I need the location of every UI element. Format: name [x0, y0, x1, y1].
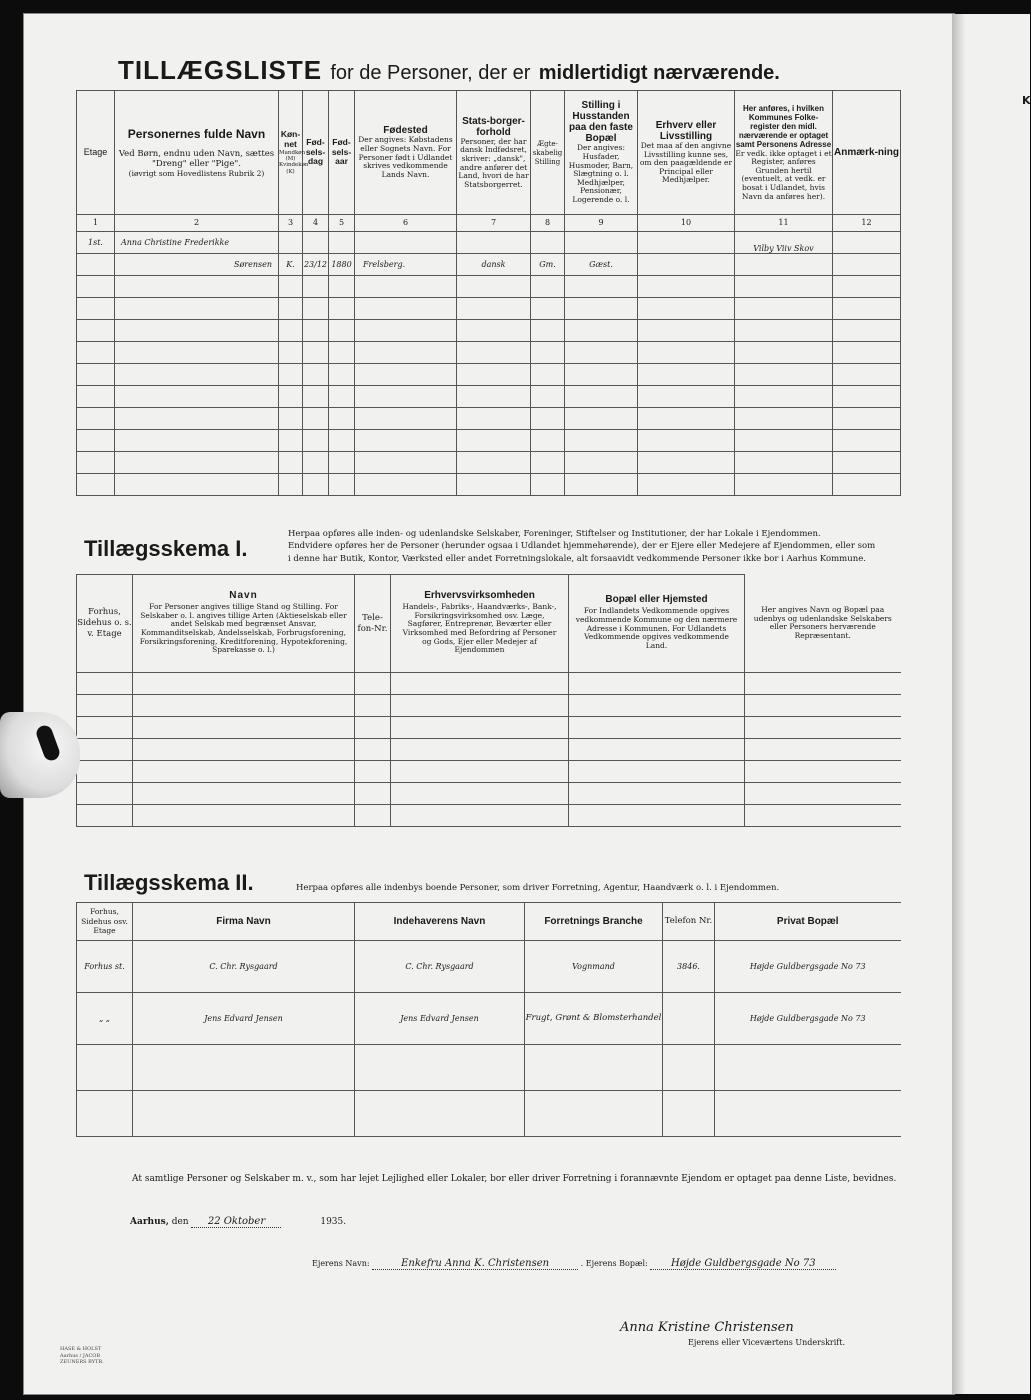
title-bold: midlertidigt nærværende.: [538, 62, 780, 84]
title-main: TILLÆGSLISTE: [118, 55, 323, 85]
s1-hdr-business: Erhvervsvirksomheden Handels-, Fabriks-, Haandværks-, Bank-, Forsikringsvirksomhed osv. Læge, Sagfører, Entreprenør, Beværter eller Virksomhed med Befordring af Personer og Gods, Ejer eller Medejer af Ejendommen: [391, 575, 569, 673]
hdr-remark: Anmærk-ning: [833, 91, 901, 215]
thumb-holding-page: [0, 712, 80, 798]
s2-hdr-firm: Firma Navn: [133, 903, 355, 941]
entry-household: Gæst.: [565, 254, 638, 276]
s2-hdr-address: Privat Bopæl: [715, 903, 901, 941]
skema1-table: [76, 574, 901, 827]
hdr-birthday: Fød-sels-dag: [303, 91, 329, 215]
entry-birthday: 23/12: [303, 254, 329, 276]
skema1-title: Tillægsskema I.: [84, 536, 248, 561]
s1-hdr-representative: Her angives Navn og Bopæl paa udenbys og udenlandske Selskabers eller Personers herværende Repræsentant.: [745, 575, 901, 673]
hdr-sex: Køn-net Mandkøn (M) Kvindekøn (K): [279, 91, 303, 215]
entry-birthplace: Frelsberg.: [355, 254, 457, 276]
s1-hdr-name: Navn For Personer angives tillige Stand og Stilling. For Selskaber o. l. angives tillige Arten (Aktieselskab eller andet Selskab med begrænset Ansvar, Kommanditselskab, Andelsselskab, Forbrugsforening, Forsikringsforening, Kreditforening, Hypotekforening, Sparekasse o. l.): [133, 575, 355, 673]
entry-name-line1: Anna Christine Frederikke: [115, 232, 279, 254]
skema2-row-2: „ „ Jens Edvard Jensen Jens Edvard Jensen Frugt, Grønt & Blomsterhandel Højde Guldbergsgade No 73: [77, 993, 901, 1045]
s2-hdr-owner: Indehaverens Navn: [355, 903, 525, 941]
title-for: for de Personer, der er: [330, 62, 531, 84]
list-title: [118, 55, 780, 86]
skema2-row-1: Forhus st. C. Chr. Rysgaard C. Chr. Rysgaard Vognmand 3846. Højde Guldbergsgade No 73: [77, 941, 901, 993]
book-spine: [952, 14, 966, 1394]
facing-page: [966, 14, 1030, 1394]
list-entry-row-2: [77, 254, 901, 276]
printer-stamp: HASE & HOLST Aarhus / JACOB ZEUNERS BYTR.: [60, 1346, 104, 1365]
list-table: [76, 90, 901, 496]
hdr-citizenship: Stats-borger-forhold Personer, der har dansk Indfødsret, skriver: „dansk", andre anfører det Land, hvori de har Statsborgerret.: [457, 91, 531, 215]
entry-sex: K.: [279, 254, 303, 276]
skema2-title: Tillægsskema II.: [84, 870, 254, 895]
entry-name-line2: Sørensen: [115, 254, 279, 276]
s2-hdr-etage: Forhus, Sidehus osv. Etage: [77, 903, 133, 941]
entry-register: Vilby Viiv Skov: [735, 232, 833, 254]
hdr-birthyear: Fød-sels-aar: [329, 91, 355, 215]
owner-signature: Anna Kristine Christensen: [620, 1320, 794, 1335]
list-header-row: [77, 91, 901, 215]
entry-marital: Gm.: [531, 254, 565, 276]
skema2-description: Herpaa opføres alle indenbys boende Personer, som driver Forretning, Agentur, Haandværk o. l. i Ejendommen.: [296, 883, 780, 893]
footer-owner-line: Ejerens Navn: Enkefru Anna K. Christensen . Ejerens Bopæl: Højde Guldbergsgade No 73: [312, 1258, 836, 1270]
facing-page-letter: K: [1022, 94, 1031, 107]
footer-date-line: Aarhus, den 22 Oktober 1935.: [130, 1216, 347, 1227]
list-colnum-row: 1 2 3 4 5 6 7 8 9 10 11 12: [77, 215, 901, 232]
s2-hdr-branch: Forretnings Branche: [525, 903, 663, 941]
hdr-birthplace: Fødested Der angives: Købstadens eller Sognets Navn. For Personer født i Udlandet skrives vedkommende Lands Navn.: [355, 91, 457, 215]
entry-birthyear: 1880: [329, 254, 355, 276]
s2-hdr-phone: Telefon Nr.: [663, 903, 715, 941]
hdr-household: Stilling i Husstanden paa den faste Bopæl Der angives: Husfader, Husmoder, Barn, Slægtning o. l. Medhjælper, Pensionær, Logerende o. l.: [565, 91, 638, 215]
skema1-header-row: [77, 575, 901, 673]
signature-caption: Ejerens eller Viceværtens Underskrift.: [688, 1338, 846, 1347]
footer-statement: At samtlige Personer og Selskaber m. v., som har lejet Lejlighed eller Lokaler, bor eller driver Forretning i forannævnte Ejendom er optaget paa denne Liste, bevidnes.: [132, 1174, 897, 1184]
skema1-description: Herpaa opføres alle inden- og udenlandske Selskaber, Foreninger, Stiftelser og Institutioner, der har Lokale i Ejendommen. Endvidere opføres her de Personer (herunder ogsaa i Udlandet hjemmehørende), der er Ejere eller Medejere af Ejendommen, eller som i denne har Butik, Kontor, Værksted eller andet Forretningslokale, alt forsaavidt vedkommende Personer ikke bor i Aarhus Kommune.: [288, 529, 876, 564]
hdr-name: Personernes fulde Navn Ved Børn, endnu uden Navn, sættes "Dreng" eller "Pige". (iøvrigt som Hovedlistens Rubrik 2): [115, 91, 279, 215]
entry-citizenship: dansk: [457, 254, 531, 276]
s1-hdr-residence: Bopæl eller Hjemsted For Indlandets Vedkommende opgives vedkommende Kommune og den nærmere Adresse i Kommunen. For Udlandets Vedkommende opgives vedkommende Land.: [569, 575, 745, 673]
skema2-table: [76, 902, 901, 1137]
hdr-occupation: Erhverv eller Livsstilling Det maa af den angivne Livsstilling kunne ses, om den paagældende er Principal eller Medhjælper.: [638, 91, 735, 215]
entry-etage: 1st.: [77, 232, 115, 254]
s1-hdr-etage: Forhus, Sidehus o. s. v. Etage: [77, 575, 133, 673]
hdr-etage: Etage: [77, 91, 115, 215]
list-entry-row: [77, 232, 901, 254]
skema2-header-row: [77, 903, 901, 941]
hdr-marital: Ægte-skabelig Stilling: [531, 91, 565, 215]
s1-hdr-phone: Tele-fon-Nr.: [355, 575, 391, 673]
hdr-register: Her anføres, i hvilken Kommunes Folke-register den midl. nærværende er optaget samt Personens Adresse Er vedk. ikke optaget i et Register, anføres Grunden hertil (eventuelt, at vedk. er bosat i Udlandet, hvis Navn da anføres her).: [735, 91, 833, 215]
